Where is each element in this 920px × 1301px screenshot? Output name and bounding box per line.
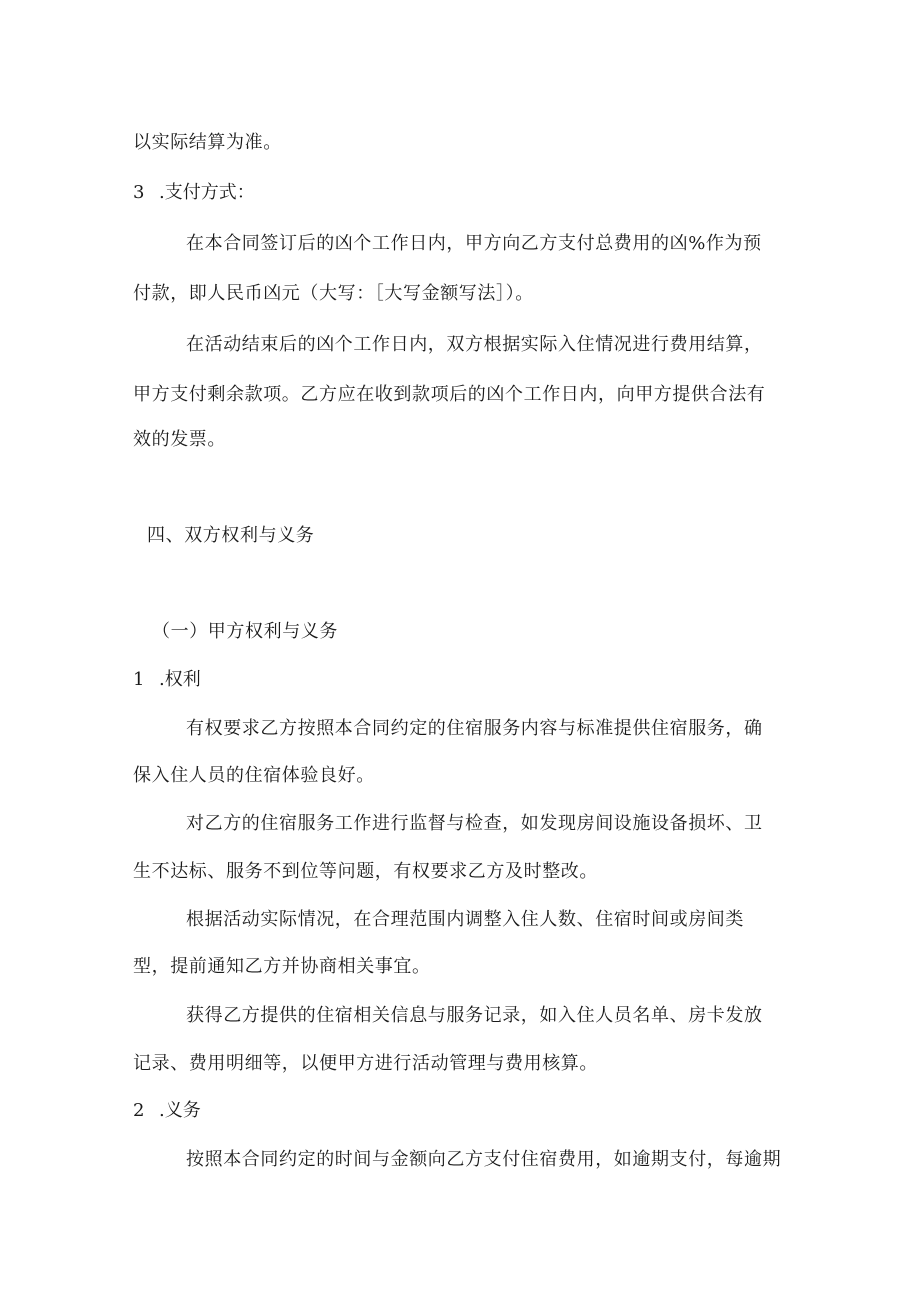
paragraph-right-4-line-1: 获得乙方提供的住宿相关信息与服务记录，如入住人员名单、房卡发放	[186, 1005, 763, 1026]
paragraph-settlement-line-2: 甲方支付剩余款项。乙方应在收到款项后的凶个工作日内，向甲方提供合法有	[133, 384, 766, 405]
paragraph-right-2-line-1: 对乙方的住宿服务工作进行监督与检查，如发现房间设施设备损坏、卫	[186, 813, 763, 834]
paragraph-right-3-line-2: 型，提前通知乙方并协商相关事宜。	[133, 956, 431, 977]
item-number: 3	[133, 182, 145, 203]
paragraph-prepayment-line-1: 在本合同签订后的凶个工作日内，甲方向乙方支付总费用的凶%作为预	[186, 233, 762, 254]
item-label: .义务	[159, 1100, 201, 1121]
paragraph-right-2-line-2: 生不达标、服务不到位等问题，有权要求乙方及时整改。	[133, 861, 598, 882]
paragraph-duty-1-line-1: 按照本合同约定的时间与金额向乙方支付住宿费用，如逾期支付，每逾期	[186, 1149, 782, 1170]
subsection-1-heading: （一）甲方权利与义务	[152, 621, 338, 642]
item-label: .权利	[159, 669, 201, 690]
item-number: 1	[133, 669, 145, 690]
paragraph-continuation: 以实际结算为准。	[133, 132, 282, 153]
item-number: 2	[133, 1100, 145, 1121]
item-3-payment-method	[133, 181, 255, 205]
paragraph-settlement-line-1: 在活动结束后的凶个工作日内，双方根据实际入住情况进行费用结算，	[186, 334, 763, 355]
paragraph-right-4-line-2: 记录、费用明细等，以便甲方进行活动管理与费用核算。	[133, 1053, 598, 1074]
item-2-duties	[133, 1099, 201, 1123]
item-label: .支付方式：	[159, 182, 255, 203]
item-1-rights	[133, 668, 201, 692]
paragraph-settlement-line-3: 效的发票。	[133, 429, 226, 450]
paragraph-right-1-line-1: 有权要求乙方按照本合同约定的住宿服务内容与标准提供住宿服务，确	[186, 718, 763, 739]
paragraph-right-1-line-2: 保入住人员的住宿体验良好。	[133, 765, 375, 786]
section-4-heading: 四、双方权利与义务	[147, 525, 315, 546]
paragraph-prepayment-line-2: 付款，即人民币凶元（大写：［大写金额写法］）。	[133, 283, 534, 304]
paragraph-right-3-line-1: 根据活动实际情况，在合理范围内调整入住人数、住宿时间或房间类	[186, 909, 744, 930]
